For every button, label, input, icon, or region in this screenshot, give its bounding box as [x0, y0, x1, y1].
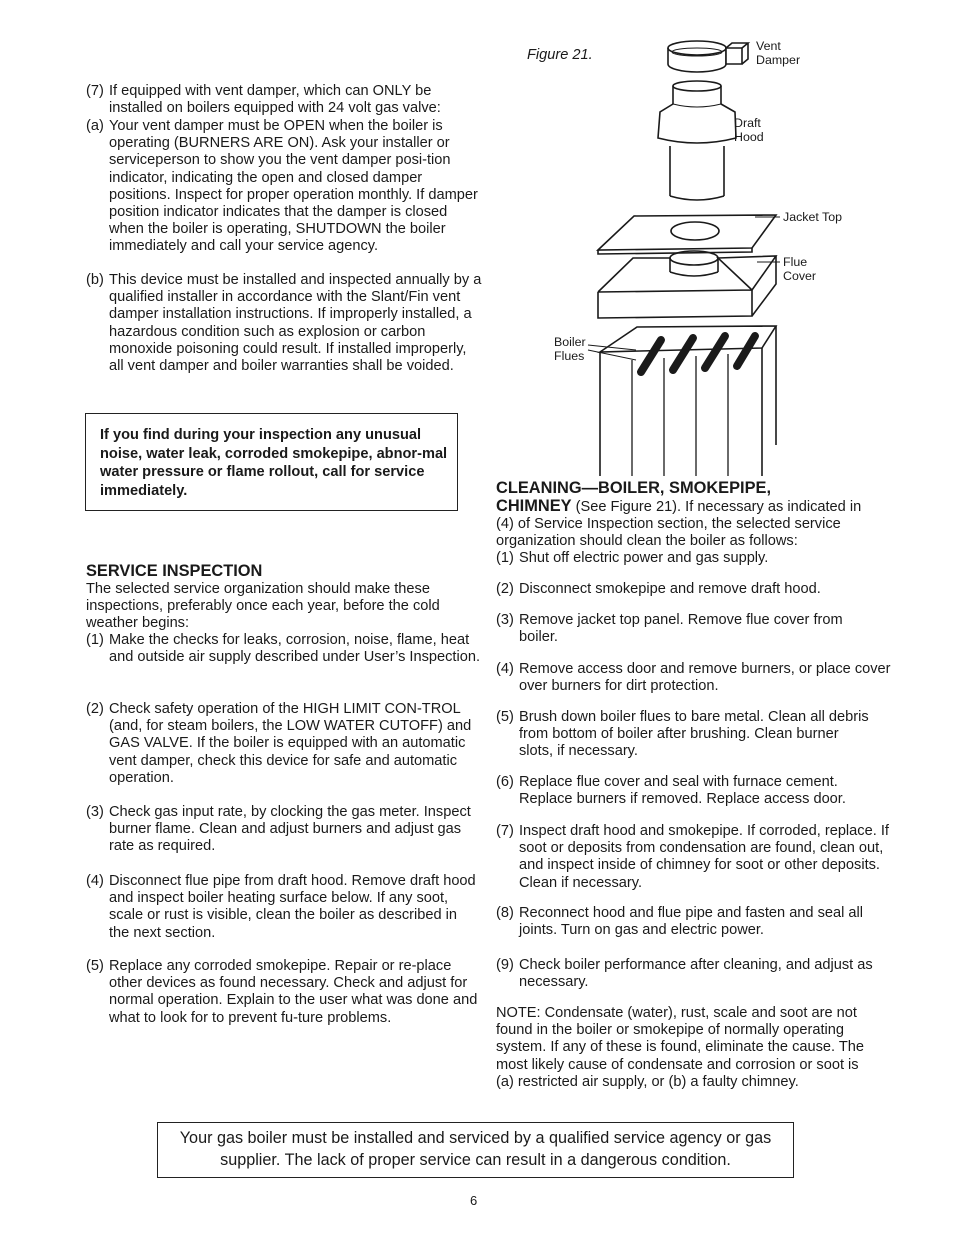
- warning-box: [85, 413, 458, 511]
- page-number: 6: [470, 1193, 478, 1208]
- cleaning-item-8: (8) Reconnect hood and flue pipe and fasten and seal all joints. Turn on gas and electric power.: [496, 905, 864, 939]
- service-item-4: (4) Disconnect flue pipe from draft hood. Remove draft hood and inspect boiler heating surface below. If any soot, scale or rust is visible, clean the boiler as described in the next section.: [86, 873, 476, 941]
- cleaning-item-5: (5) Brush down boiler flues to bare metal. Clean all debris from bottom of boiler after brushing. Clean burner slots, if necessary.: [496, 709, 869, 760]
- cleaning-item-3: (3) Remove jacket top panel. Remove flue cover from boiler.: [496, 612, 843, 646]
- vent-damper-item-7: (7) If equipped with vent damper, which can ONLY be installed on boilers equipped with 24 volt gas valve:: [86, 83, 441, 117]
- flue-cover-label: Flue Cover: [783, 255, 817, 283]
- cleaning-item-7: (7) Inspect draft hood and smokepipe. If corroded, replace. If soot or deposits from condensation are found, clean out, and inspect inside of chimney for soot or other deposits. Clean if necessary.: [496, 823, 889, 891]
- figure-caption: Figure 21.: [527, 47, 593, 63]
- service-item-1: (1) Make the checks for leaks, corrosion, noise, flame, heat and outside air supply described under User’s Inspection.: [86, 632, 481, 666]
- vent-damper-item-b: (b) This device must be installed and inspected annually by a qualified installer in accordance with the Slant/Fin vent damper installation instructions. If improperly installed, a hazardous condition such as explosion or carbon monoxide poisoning could result. If installed improperly, all vent damper and boiler warranties shall be voided.: [86, 272, 482, 375]
- service-inspection-intro: The selected service organization should make these inspections, preferably once each year, before the cold weather begins:: [86, 581, 440, 632]
- draft-hood-label: Draft Hood: [734, 116, 764, 144]
- cleaning-item-1: (1) Shut off electric power and gas supply.: [496, 550, 769, 566]
- boiler-flues-label: Boiler Flues: [554, 335, 586, 363]
- footer-notice: Your gas boiler must be installed and serviced by a qualified service agency or gas supplier. The lack of proper service can result in a dangerous condition.: [157, 1122, 794, 1178]
- service-item-5: (5) Replace any corroded smokepipe. Repair or re-place other devices as found necessary. Check and adjust for normal operation. Explain to the user what was done and what to look for to prevent fu-ture problems.: [86, 958, 478, 1026]
- jacket-top-label: Jacket Top: [783, 210, 843, 224]
- cleaning-heading-chimney: CHIMNEY: [496, 497, 572, 515]
- cleaning-item-9: (9) Check boiler performance after cleaning, and adjust as necessary.: [496, 957, 873, 991]
- cleaning-note: NOTE: Condensate (water), rust, scale and soot are not found in the boiler or smokepipe of normally operating system. If any of these is found, eliminate the cause. The most likely cause of condensate and corrosion or soot is (a) restricted air supply, or (b) a faulty chimney.: [496, 1005, 865, 1090]
- warning-text: If you find during your inspection any unusual noise, water leak, corroded smokepipe, abnor-mal water pressure or flame rollout, call for service immediately.: [100, 427, 448, 499]
- cleaning-heading: CLEANING—BOILER, SMOKEPIPE,: [496, 479, 772, 497]
- vent-damper-label: Vent Damper: [756, 39, 801, 67]
- service-item-3: (3) Check gas input rate, by clocking the gas meter. Inspect burner flame. Clean and adjust burners and adjust gas rate as required.: [86, 804, 471, 855]
- cleaning-item-4: (4) Remove access door and remove burners, or place cover over burners for dirt protection.: [496, 661, 891, 695]
- cleaning-intro: CHIMNEY (See Figure 21). If necessary as indicated in (4) of Service Inspection section, the selected service organization should clean the boiler as follows:: [496, 497, 862, 550]
- boiler-exploded-diagram: [540, 35, 870, 485]
- service-inspection-heading: SERVICE INSPECTION: [86, 562, 263, 580]
- cleaning-item-6: (6) Replace flue cover and seal with furnace cement. Replace burners if removed. Replace access door.: [496, 774, 846, 808]
- cleaning-item-2: (2) Disconnect smokepipe and remove draft hood.: [496, 581, 821, 597]
- service-item-2: (2) Check safety operation of the HIGH LIMIT CON-TROL (and, for steam boilers, the LOW WATER CUTOFF) and GAS VALVE. If the boiler is equipped with an automatic vent damper, check this device for safe and automatic operation.: [86, 701, 472, 786]
- vent-damper-item-a: (a) Your vent damper must be OPEN when the boiler is operating (BURNERS ARE ON). Ask your installer or serviceperson to show you the vent damper posi-tion indicator, indicating the open and closed damper positions. Inspect for proper operation monthly. If damper position indicator indicates that the damper is closed when the boiler is operating, SHUTDOWN the boiler immediately and call your service agency.: [86, 118, 478, 255]
